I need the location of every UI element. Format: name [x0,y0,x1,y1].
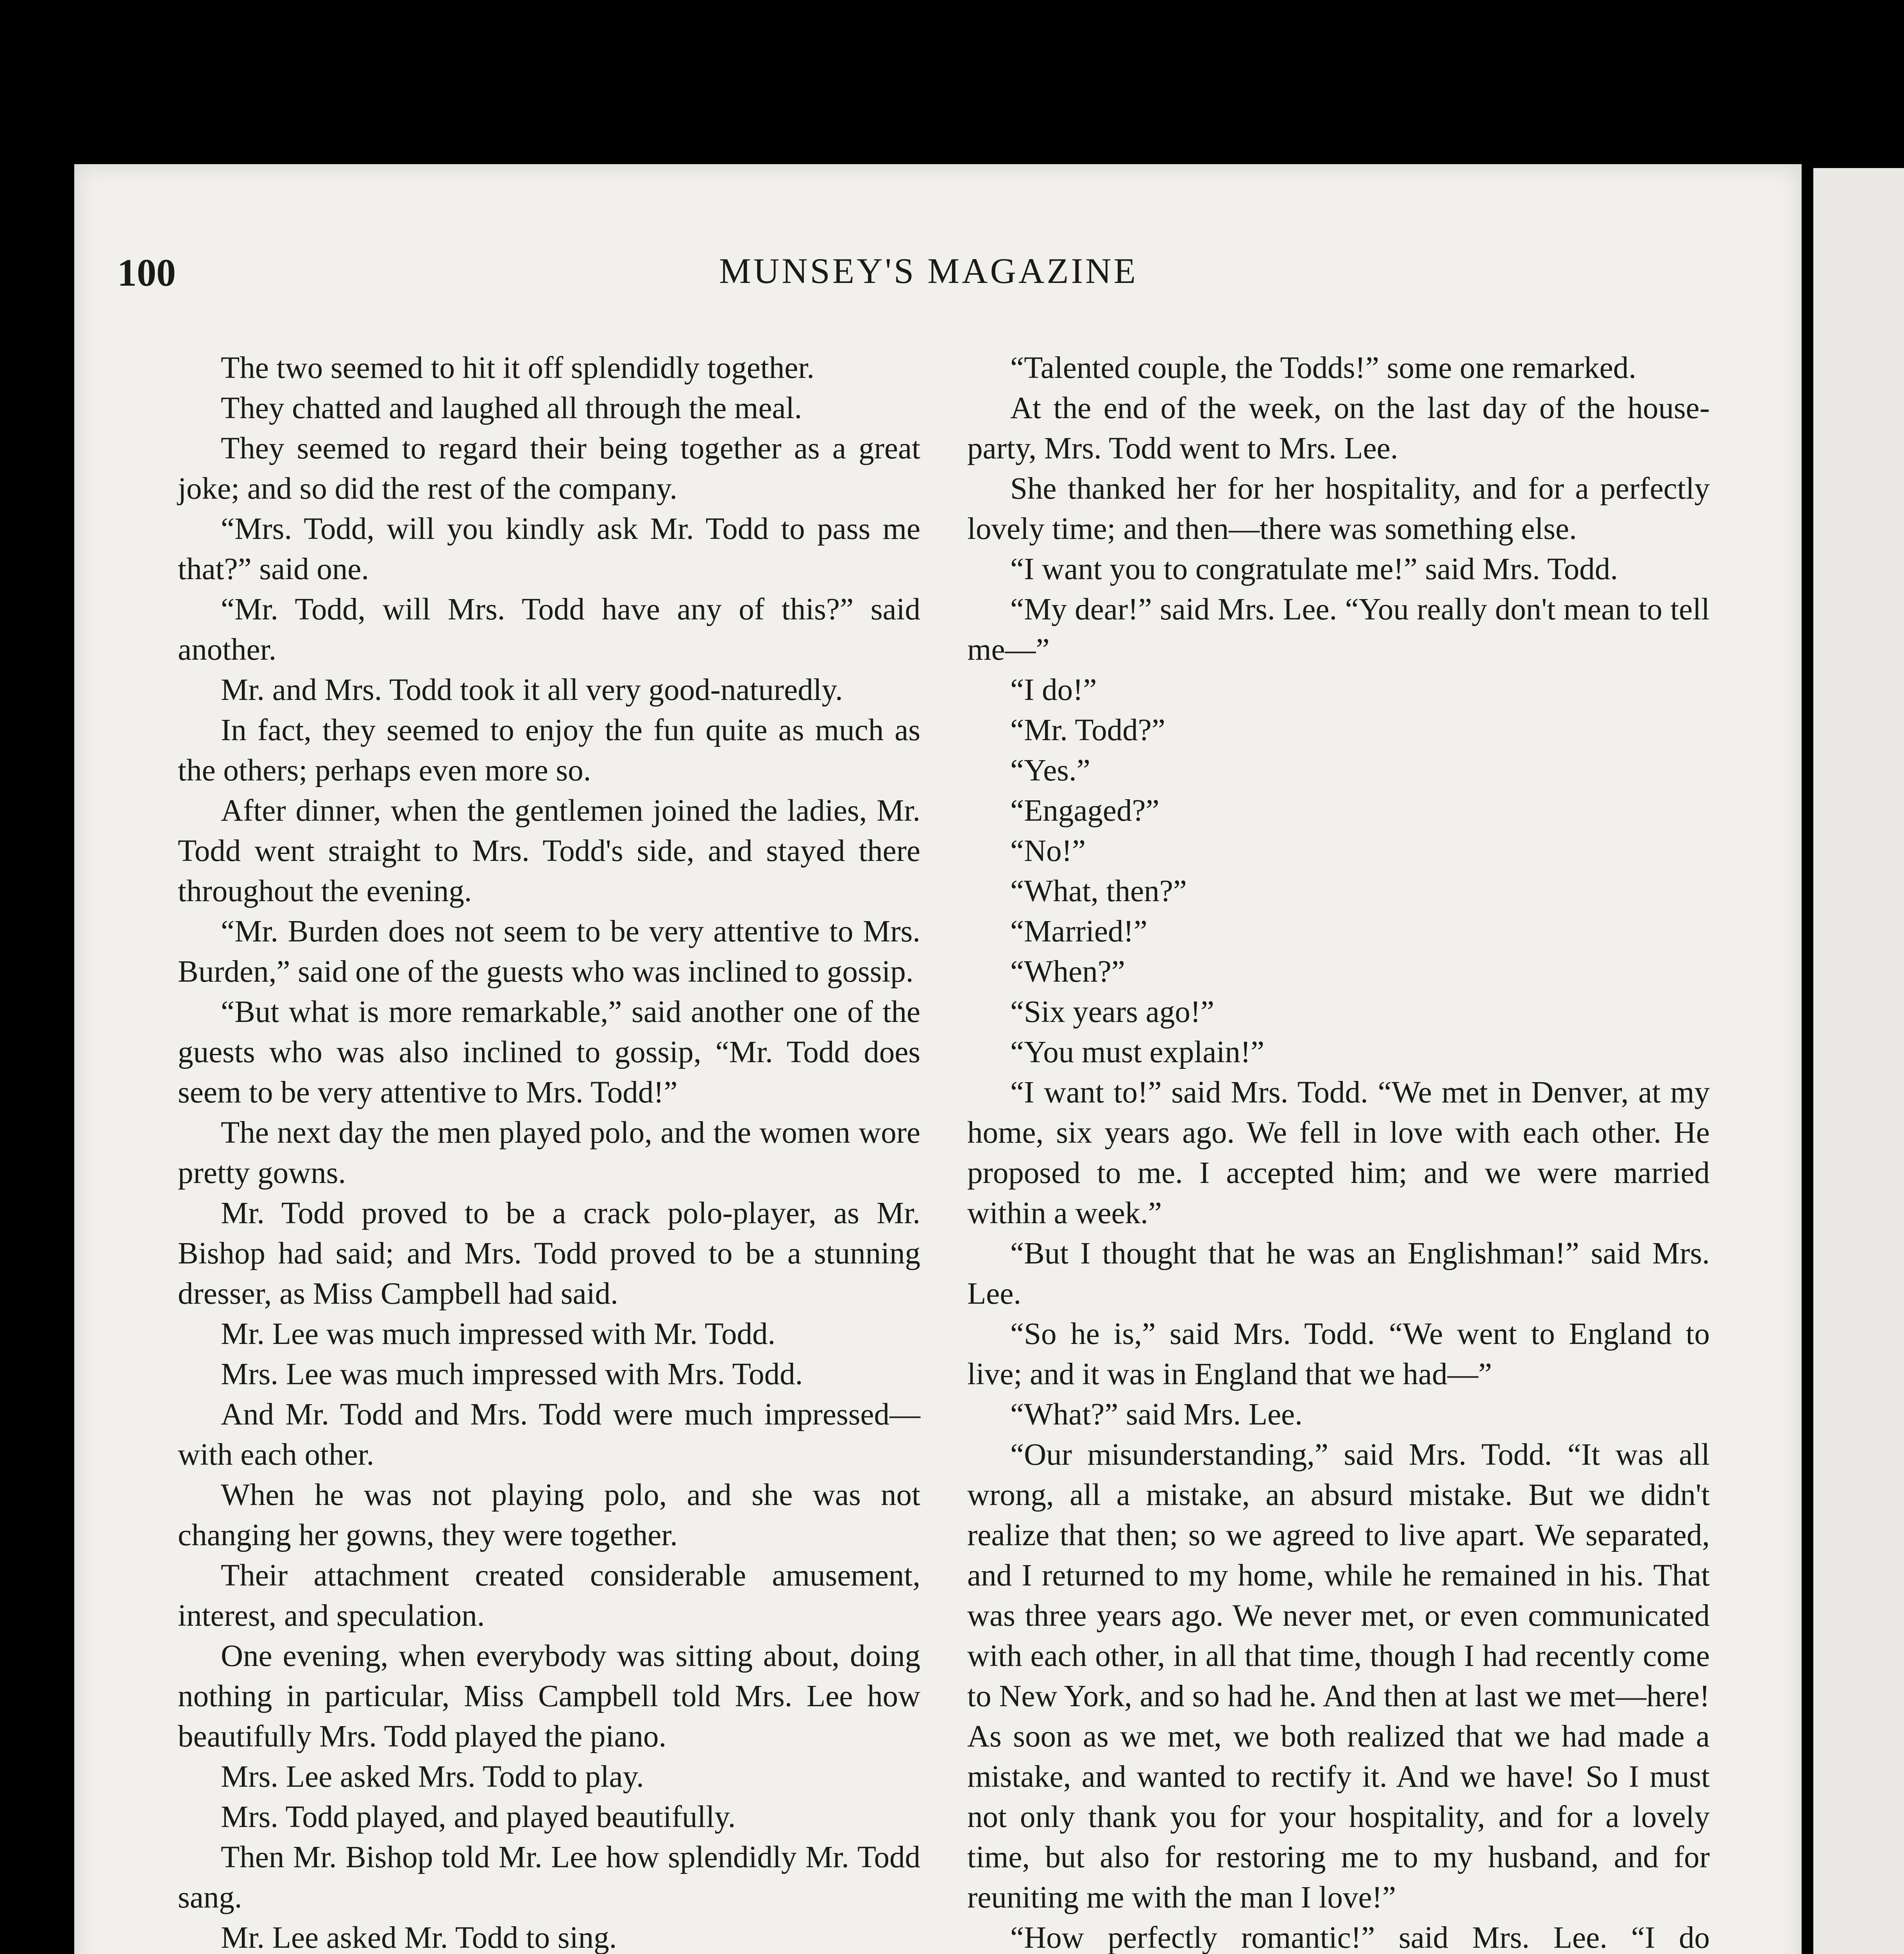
paragraph: She thanked her for her hospitality, and for a perfectly lovely time; and then—there was something else. [967,472,1710,546]
paragraph: “How perfectly romantic!” said Mrs. Lee. “I do [1010,1921,1710,1954]
paragraph: “Yes.” [1010,753,1090,787]
paragraph: In fact, they seemed to enjoy the fun quite as much as the others; perhaps even more so. [178,713,920,787]
paragraph: “No!” [1010,834,1086,868]
paragraph: “Mrs. Todd, will you kindly ask Mr. Todd to pass me that?” said one. [178,512,920,586]
paragraph: “What?” said Mrs. Lee. [1010,1398,1303,1432]
paragraph: Mr. Todd proved to be a crack polo-player, as Mr. Bishop had said; and Mrs. Todd proved to be a stunning dresser, as Miss Campbell had said. [178,1196,920,1311]
paragraph: “I do!” [1010,673,1097,707]
paragraph: “My dear!” said Mrs. Lee. “You really don't mean to tell me—” [967,592,1710,667]
paragraph: “I want you to congratulate me!” said Mrs. Todd. [1010,552,1618,586]
paragraph: They chatted and laughed all through the meal. [221,391,802,425]
paragraph: Mr. Lee asked Mr. Todd to sing. [221,1921,617,1954]
paragraph: “I want to!” said Mrs. Todd. “We met in Denver, at my home, six years ago. We fell in love with each other. He proposed to me. I accepted him; and we were married within a week.” [967,1075,1710,1230]
paragraph: The two seemed to hit it off splendidly together. [221,351,815,385]
paragraph: After dinner, when the gentlemen joined the ladies, Mr. Todd went straight to Mrs. Todd's side, and stayed there throughout the evening. [178,794,920,908]
paragraph: Then Mr. Bishop told Mr. Lee how splendidly Mr. Todd sang. [178,1840,920,1915]
paragraph: “But what is more remarkable,” said another one of the guests who was also inclined to gossip, “Mr. Todd does seem to be very attentive to Mrs. Todd!” [178,995,920,1109]
paragraph: Mr. and Mrs. Todd took it all very good-naturedly. [221,673,843,707]
paragraph: One evening, when everybody was sitting about, doing nothing in particular, Miss Campbell told Mrs. Lee how beautifully Mrs. Todd played the piano. [178,1639,920,1754]
paragraph: They seemed to regard their being together as a great joke; and so did the rest of the company. [178,431,920,506]
paragraph: “But I thought that he was an Englishman!” said Mrs. Lee. [967,1236,1710,1311]
paragraph: “What, then?” [1010,874,1187,908]
paragraph: Mr. Lee was much impressed with Mr. Todd. [221,1317,776,1351]
left-text-column [178,348,920,1954]
paragraph: Mrs. Lee was much impressed with Mrs. Todd. [221,1357,803,1391]
paragraph: “Talented couple, the Todds!” some one remarked. [1010,351,1636,385]
paragraph: “Mr. Burden does not seem to be very attentive to Mrs. Burden,” said one of the guests who was inclined to gossip. [178,914,920,989]
paragraph: Their attachment created considerable amusement, interest, and speculation. [178,1559,920,1633]
paragraph: When he was not playing polo, and she was not changing her gowns, they were together. [178,1478,920,1552]
right-text-column [967,348,1710,1954]
paragraph: “Mr. Todd, will Mrs. Todd have any of this?” said another. [178,592,920,667]
page-number: 100 [117,251,176,294]
paragraph: “Six years ago!” [1010,995,1215,1029]
paragraph: Mrs. Todd played, and played beautifully. [221,1800,736,1834]
paragraph: Mrs. Lee asked Mrs. Todd to play. [221,1760,644,1794]
paragraph: “You must explain!” [1010,1035,1265,1069]
paragraph: “Engaged?” [1010,794,1160,828]
paragraph: At the end of the week, on the last day of the house-party, Mrs. Todd went to Mrs. Lee. [967,391,1710,465]
paragraph: “When?” [1010,955,1125,989]
paragraph: “Our misunderstanding,” said Mrs. Todd. “It was all wrong, all a mistake, an absurd mistake. But we didn't realize that then; so we agreed to live apart. We separated, and I returned to my home, while he remained in his. That was three years ago. We never met, or even communicated with each other, in all that time, though I had recently come to New York, and so had he. And then at last we met—here! As soon as we met, we both realized that we had made a mistake, and wanted to rectify it. And we have! So I must not only thank you for your hospitality, and for a lovely time, but also for restoring me to my husband, and for reuniting me with the man I love!” [967,1438,1710,1915]
paragraph: And Mr. Todd and Mrs. Todd were much impressed—with each other. [178,1398,920,1472]
adjacent-page-edge [1813,168,1904,1954]
paragraph: “Married!” [1010,914,1147,948]
paragraph: “So he is,” said Mrs. Todd. “We went to England to live; and it was in England that we had—” [967,1317,1710,1391]
paragraph: The next day the men played polo, and the women wore pretty gowns. [178,1116,920,1190]
running-title: MUNSEY'S MAGAZINE [719,251,1138,291]
paragraph: “Mr. Todd?” [1010,713,1165,747]
